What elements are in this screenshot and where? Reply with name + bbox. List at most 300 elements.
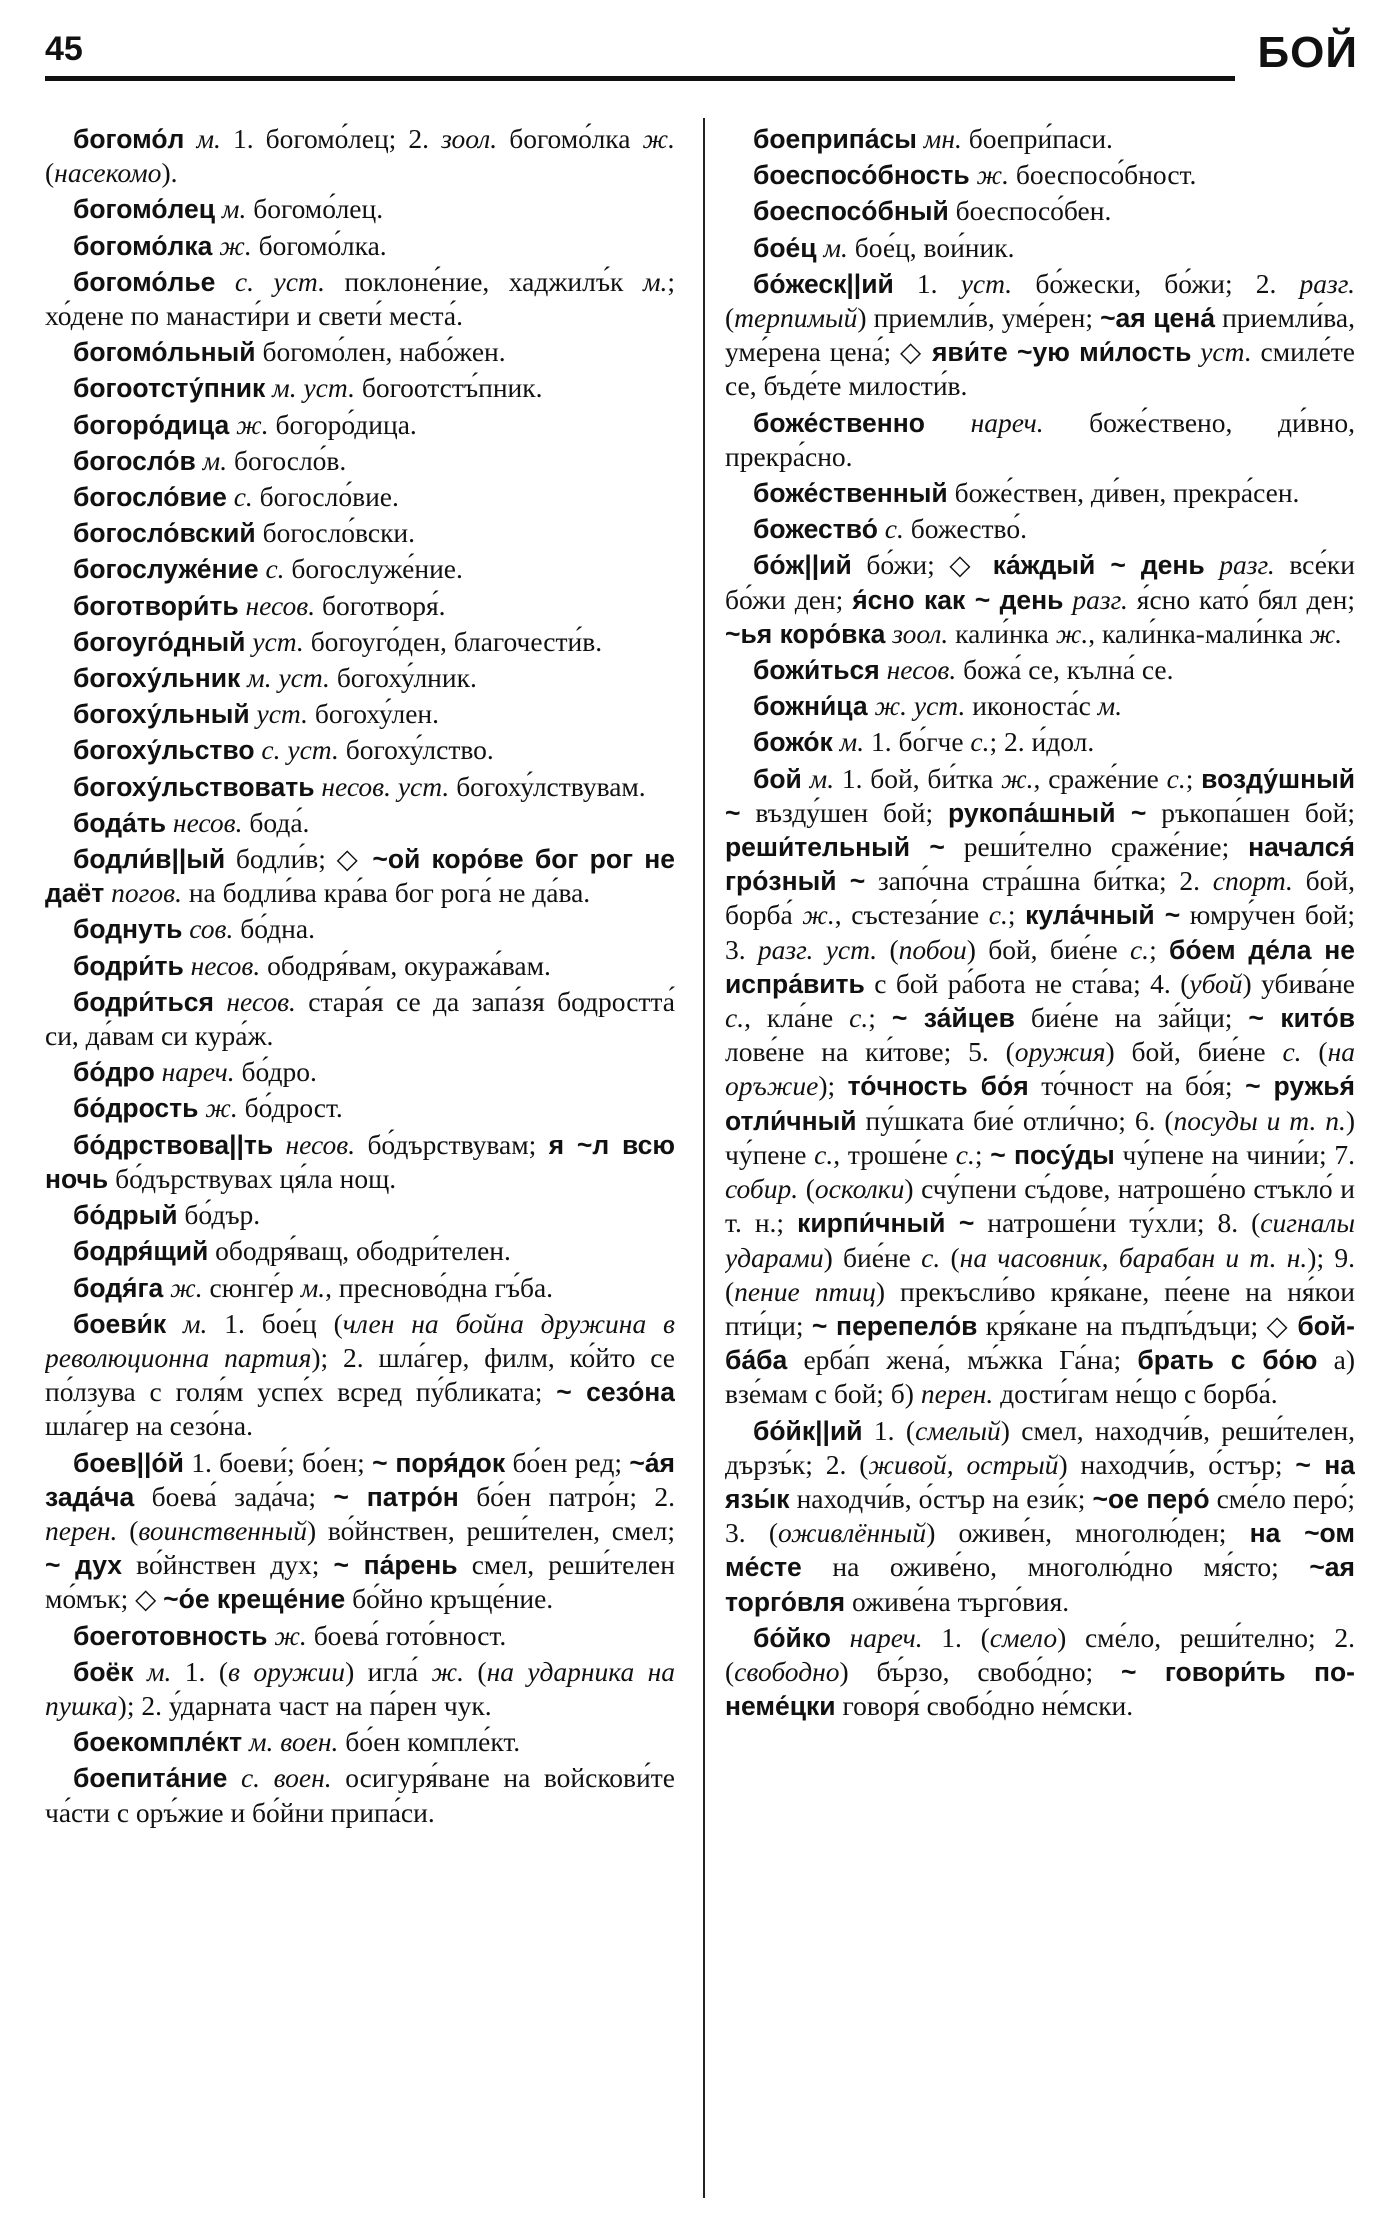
entry-text: ободря́вам, окуража́вам.: [260, 949, 551, 981]
entry-text: боже́ствено, ди́вно, прекра́сно.: [725, 406, 1355, 472]
dictionary-entry: [45, 1091, 675, 1125]
entry-text: (: [1301, 1036, 1328, 1068]
entry-text: (: [798, 1173, 815, 1205]
entry-text: [184, 950, 191, 981]
entry-text: поклоне́ние, хаджилъ́к: [325, 265, 643, 297]
dictionary-entry: [725, 267, 1355, 404]
italic-label: м.: [300, 1271, 326, 1303]
dictionary-entry: [45, 1128, 675, 1196]
italic-label: несов. уст.: [321, 770, 450, 802]
italic-label: нареч.: [161, 1056, 235, 1088]
entry-text: богоуго́ден, благочести́в.: [303, 625, 603, 657]
italic-label: с. уст.: [261, 734, 339, 766]
bold-phrase: ~ за́йцев: [891, 1003, 1015, 1034]
entry-headword: бо́дрый: [73, 1200, 178, 1231]
entry-headword: бодри́ться: [73, 986, 214, 1017]
italic-label: м.: [839, 726, 865, 758]
italic-label: м.: [823, 231, 848, 263]
bold-phrase: ~ сезо́на: [556, 1377, 675, 1408]
entry-text: [166, 807, 173, 838]
italic-label: член на бойна дружина в революционна партия: [45, 1307, 675, 1373]
dictionary-entry: [45, 1234, 675, 1268]
italic-label: смело: [989, 1621, 1058, 1653]
italic-label: с.: [265, 553, 285, 585]
italic-label: м.: [182, 1307, 208, 1339]
italic-label: с.: [970, 726, 990, 758]
italic-label: с.: [814, 1138, 834, 1170]
dictionary-entry: [45, 371, 675, 405]
italic-label: ж.: [274, 1619, 307, 1651]
entry-text: бо́ен компле́кт.: [338, 1726, 521, 1758]
entry-text: бой, борба́: [725, 865, 1355, 931]
italic-label: м.: [202, 444, 228, 476]
entry-text: ) сме́ло, реши́телно; 2. (: [725, 1621, 1355, 1687]
dictionary-entry: [45, 842, 675, 910]
entry-headword: божи́ться: [753, 655, 880, 686]
entry-text: (: [117, 1514, 139, 1546]
entry-text: 1. бой, би́тка: [834, 762, 1002, 794]
entry-headword: боднуть: [73, 914, 183, 945]
entry-headword: боже́ственный: [753, 478, 948, 509]
bold-phrase: ~ья коро́вка: [725, 618, 886, 649]
entry-text: (: [725, 302, 735, 334]
entry-text: говоря́ свобо́дно не́мски.: [835, 1690, 1134, 1722]
bold-phrase: кула́чный ~: [1025, 900, 1181, 931]
dictionary-entry: [725, 725, 1355, 759]
dictionary-entry: [725, 231, 1355, 265]
entry-headword: богоуго́дный: [73, 626, 246, 657]
entry-text: ) бой, бие́не: [1105, 1036, 1283, 1068]
dictionary-entry: [45, 552, 675, 586]
right-column: [725, 122, 1355, 2212]
dictionary-entry: [45, 1271, 675, 1305]
entry-text: боева́ зада́ча;: [134, 1480, 334, 1512]
entry-text: ръкопа́шен бой;: [1146, 796, 1355, 828]
entry-text: бо́йно кръще́ние.: [345, 1583, 554, 1615]
entry-text: богоотстъ́пник.: [354, 372, 543, 404]
entry-text: 1. боеви́; бо́ен;: [183, 1446, 373, 1478]
entry-headword: бодя́га: [73, 1272, 164, 1303]
bold-phrase: бой-ба́ба: [725, 1310, 1355, 1376]
entry-text: боже́ствен, ди́вен, прекра́сен.: [947, 477, 1300, 509]
italic-label: с. воен.: [240, 1762, 332, 1794]
bold-phrase: ~ое перо́: [1092, 1483, 1210, 1514]
dictionary-entry: [725, 194, 1355, 228]
dictionary-entry: [45, 912, 675, 946]
entry-headword: божество́: [753, 514, 878, 545]
dictionary-entry: [45, 806, 675, 840]
italic-label: нареч.: [970, 406, 1044, 438]
entry-text: ) бой, бие́не: [966, 933, 1130, 965]
entry-text: [155, 1056, 162, 1087]
entry-text: все́ки бо́жи ден;: [725, 549, 1355, 615]
bold-phrase: бо́ем де́ла не испра́вить: [725, 934, 1355, 999]
dictionary-entry: [45, 985, 675, 1053]
entry-text: [833, 726, 840, 757]
entry-text: бодли́в; ◇: [225, 843, 373, 875]
italic-label: ж.: [236, 408, 269, 440]
dictionary-entry: [45, 697, 675, 731]
bold-phrase: ~ поря́док: [372, 1447, 506, 1478]
entry-text: [831, 1622, 850, 1653]
bold-phrase: я ~л всю ночь: [45, 1129, 675, 1194]
entry-text: [868, 690, 875, 721]
entry-text: ) счу́пени съ́дове, натроше́но стъкло́ и т. н.;: [725, 1173, 1355, 1239]
entry-text: с бой ра́бота не ста́ва; 4. (: [864, 967, 1190, 999]
entry-text: запо́чна стра́шна би́тка; 2.: [865, 865, 1213, 897]
entry-headword: богосло́вие: [73, 482, 227, 513]
entry-text: ;: [1149, 933, 1169, 965]
entry-text: ;: [1185, 762, 1202, 794]
dictionary-entry: [45, 1055, 675, 1089]
entry-text: [802, 763, 810, 794]
entry-text: богосло́вие.: [252, 481, 399, 513]
bold-phrase: на ~ом ме́сте: [725, 1518, 1355, 1583]
italic-label: воинственный: [138, 1514, 307, 1546]
bold-phrase: реши́тельный ~: [725, 832, 945, 863]
entry-text: реши́телно сраже́ние;: [944, 831, 1249, 863]
italic-label: с.: [1282, 1036, 1302, 1068]
entry-headword: боеприпа́сы: [753, 124, 917, 154]
entry-text: сюнге́р: [202, 1271, 301, 1303]
entry-text: [917, 123, 924, 154]
dictionary-entry: [725, 158, 1355, 192]
entry-text: бо́дър.: [177, 1199, 261, 1231]
bold-phrase: ~ дух: [45, 1550, 123, 1581]
italic-label: ж.: [431, 1655, 465, 1687]
entry-headword: богомо́лец: [73, 194, 216, 225]
italic-label: несов.: [285, 1128, 356, 1160]
entry-text: , състеза́ние: [834, 899, 989, 931]
entry-text: шла́гер на сезо́на.: [45, 1410, 253, 1442]
entry-text: ) бие́не: [823, 1241, 922, 1273]
entry-text: [878, 513, 885, 544]
bold-phrase: то́чность бо́я: [847, 1071, 1029, 1102]
entry-text: [239, 590, 246, 621]
entry-text: 1. (: [171, 1655, 228, 1687]
italic-label: уст.: [960, 267, 1013, 299]
italic-label: спорт.: [1212, 865, 1293, 897]
entry-text: богоху́лствувам.: [449, 770, 646, 802]
entry-headword: богоху́льный: [73, 699, 250, 730]
bold-phrase: начался́ гро́зный ~: [725, 832, 1355, 897]
running-headword: БОЙ: [1257, 28, 1358, 77]
entry-text: богомо́лка.: [251, 229, 387, 261]
entry-text: то́чност на бо́я;: [1028, 1070, 1246, 1102]
entry-text: );: [818, 1070, 848, 1102]
entry-text: приемли́ва, уме́рена цена́; ◇: [725, 302, 1355, 368]
entry-headword: боеспосо́бный: [753, 196, 949, 227]
entry-text: боготворя́.: [315, 589, 446, 621]
entry-headword: бой: [753, 763, 802, 794]
entry-headword: боекомпле́кт: [73, 1727, 243, 1758]
entry-text: богоху́лство.: [338, 734, 494, 766]
entry-headword: богомо́лье: [73, 266, 216, 297]
entry-text: ) чу́пене: [725, 1104, 1355, 1170]
bold-phrase: ~ой коро́ве бог рог не даёт: [45, 844, 675, 909]
italic-label: живой, острый: [868, 1448, 1059, 1480]
italic-label: ж.: [1055, 617, 1089, 649]
entry-text: , кла́не: [744, 1002, 850, 1034]
italic-label: перен.: [920, 1378, 994, 1410]
entry-headword: боев||о́й: [73, 1447, 184, 1478]
entry-text: [215, 266, 235, 297]
entry-text: 1. (: [922, 1621, 990, 1653]
dictionary-entry: [45, 589, 675, 623]
entry-text: а) взе́мам с бой; б): [725, 1344, 1355, 1410]
entry-text: богоху́лник.: [329, 662, 477, 694]
entry-text: на оживе́но, многолю́дно мя́сто;: [801, 1551, 1310, 1583]
entry-headword: богоотсту́пник: [73, 373, 266, 404]
dictionary-entry: [725, 476, 1355, 510]
dictionary-entry: [725, 653, 1355, 687]
entry-text: на бодли́ва кра́ва бог рога́ не да́ва.: [181, 877, 591, 909]
entry-text: стара́я се да запа́зя бодростта́ си, да́вам си кура́ж.: [45, 985, 675, 1052]
entry-text: ); 2. у́дарната част на па́рен чук.: [117, 1689, 492, 1721]
bold-phrase: яви́те ~ую ми́лость: [931, 337, 1192, 368]
italic-label: терпимый: [734, 302, 858, 334]
dictionary-entry: [45, 265, 675, 333]
entry-headword: боготвори́ть: [73, 590, 239, 621]
dictionary-entry: [45, 408, 675, 442]
dictionary-entry: [725, 1414, 1355, 1619]
italic-label: перен.: [45, 1514, 118, 1546]
entry-text: бо́дро.: [234, 1056, 317, 1088]
entry-text: , кали́нка-мали́нка: [1088, 617, 1310, 649]
entry-text: ) приемли́в, уме́рен;: [857, 302, 1101, 334]
dictionary-entry: [45, 122, 675, 190]
entry-text: ) бъ́рзо, свобо́дно;: [839, 1655, 1122, 1687]
bold-phrase: ~ кито́в: [1248, 1003, 1355, 1034]
entry-headword: богомо́лка: [73, 230, 213, 261]
entry-text: бо́дърствувам;: [355, 1128, 549, 1160]
italic-label: несов.: [886, 654, 957, 686]
bold-phrase: брать с бо́ю: [1137, 1345, 1318, 1376]
dictionary-entry: [45, 661, 675, 695]
entry-text: лове́не на ки́тове; 5. (: [725, 1036, 1015, 1068]
dictionary-entry: [45, 229, 675, 263]
bold-phrase: возду́шный ~: [725, 763, 1355, 828]
italic-label: м.: [196, 123, 221, 154]
entry-text: юмру́чен бой; 3.: [725, 899, 1355, 965]
italic-label: собир.: [725, 1173, 799, 1205]
entry-text: [166, 1308, 183, 1339]
entry-text: , сраже́ние: [1033, 762, 1167, 794]
dictionary-entry: [45, 444, 675, 478]
italic-label: уст.: [1200, 336, 1252, 368]
entry-text: ;: [868, 1002, 892, 1034]
italic-label: на часовник, барабан и т. н.: [959, 1241, 1308, 1273]
entry-headword: божо́к: [753, 727, 833, 758]
italic-label: ж.: [219, 229, 252, 261]
entry-text: бо́дърствувах ця́ла нощ.: [108, 1162, 397, 1194]
italic-label: с.: [988, 899, 1008, 931]
italic-label: пение птиц: [734, 1275, 876, 1307]
italic-label: с.: [849, 1002, 869, 1034]
entry-text: [184, 123, 196, 154]
dictionary-entry: [45, 733, 675, 767]
entry-text: ) оживе́н, многолю́ден;: [926, 1517, 1250, 1549]
entry-text: ); 9. (: [725, 1241, 1355, 1307]
italic-label: насекомо: [54, 157, 162, 189]
italic-label: разг.: [1072, 583, 1128, 615]
entry-text: натроше́ни ту́хли; 8. (: [974, 1207, 1261, 1239]
entry-text: боева́ гото́вност.: [306, 1619, 507, 1651]
italic-label: посуды и т. п.: [1173, 1104, 1346, 1136]
entry-text: 1. бое́ц (: [207, 1307, 343, 1339]
left-column: [45, 122, 675, 2212]
entry-text: ;: [1007, 899, 1026, 931]
entry-text: (: [877, 933, 899, 965]
entry-text: иконоста́с: [965, 690, 1098, 722]
dictionary-entry: [725, 1621, 1355, 1724]
entry-text: дости́гам не́що с борба́.: [993, 1378, 1278, 1410]
entry-headword: бодли́в||ый: [73, 844, 226, 875]
entry-headword: боеготовность: [73, 1620, 268, 1651]
entry-text: смиле́те се, бъде́те милости́в.: [725, 336, 1355, 402]
italic-label: оживлённый: [777, 1517, 927, 1549]
bold-phrase: ~ па́рень: [333, 1550, 458, 1581]
entry-text: ) во́йнствен, реши́телен, смел;: [306, 1514, 675, 1546]
entry-text: ;: [974, 1138, 991, 1170]
italic-label: смелый: [915, 1414, 1001, 1446]
entry-text: ).: [161, 157, 178, 189]
dictionary-entry: [45, 1619, 675, 1653]
italic-label: несов.: [245, 589, 316, 621]
dictionary-entry: [45, 1307, 675, 1444]
entry-text: богоху́лен.: [307, 698, 440, 730]
italic-label: свободно: [734, 1655, 840, 1687]
entry-text: ) находчи́в, о́стър;: [1058, 1448, 1296, 1480]
dictionary-entry: [725, 406, 1355, 474]
dictionary-entry: [725, 762, 1355, 1412]
dictionary-entry: [45, 192, 675, 226]
italic-label: уст.: [256, 698, 308, 730]
entry-text: смел, реши́телен мо́мък; ◇: [45, 1549, 675, 1615]
entry-headword: бо́дрость: [73, 1093, 199, 1124]
entry-headword: бо́жеск||ий: [753, 268, 894, 299]
italic-label: ж.: [170, 1271, 203, 1303]
bold-phrase: ~ говори́ть по-неме́цки: [725, 1656, 1355, 1722]
entry-text: богосло́в.: [227, 444, 347, 476]
entry-text: бо́ен патро́н; 2.: [458, 1480, 675, 1512]
bold-phrase: рукопа́шный ~: [948, 797, 1147, 828]
bold-phrase: ~а́я зада́ча: [45, 1447, 675, 1512]
entry-text: боепри́паси.: [961, 123, 1113, 154]
italic-label: мн.: [923, 123, 962, 154]
entry-headword: боже́ственно: [753, 407, 925, 438]
entry-text: богомо́лен, набо́жен.: [255, 336, 506, 368]
italic-label: м. воен.: [249, 1726, 339, 1758]
italic-label: на ударника на пушка: [45, 1655, 675, 1721]
entry-headword: бо́дро: [73, 1057, 155, 1088]
entry-headword: богоху́льник: [73, 663, 241, 694]
italic-label: убой: [1189, 967, 1243, 999]
italic-label: зоол.: [892, 617, 949, 649]
entry-text: сме́ло перо́; 3. (: [725, 1482, 1355, 1549]
entry-text: (: [464, 1655, 487, 1687]
entry-text: възду́шен бой;: [740, 796, 949, 828]
entry-text: бо́дна.: [233, 913, 315, 945]
entry-text: пу́шката бие́ отли́чно; 6. (: [856, 1104, 1174, 1136]
dictionary-entry: [45, 625, 675, 659]
entry-text: 1. бо́гче: [864, 726, 971, 758]
entry-text: [134, 1656, 147, 1687]
dictionary-entry: [45, 335, 675, 369]
italic-label: побои: [898, 933, 967, 965]
entry-text: [215, 193, 222, 224]
entry-text: ) прекъсли́во кря́кане, пе́ене на ня́кои пти́ци;: [725, 1275, 1355, 1341]
entry-text: [250, 698, 257, 729]
entry-headword: бое́ц: [753, 232, 817, 263]
entry-text: богомо́лец.: [246, 193, 384, 225]
italic-label: нареч.: [849, 1621, 923, 1653]
entry-text: богоро́дица.: [268, 408, 417, 440]
bold-phrase: ка́ждый ~ день: [992, 550, 1205, 581]
entry-text: бо́жески, бо́жи; 2.: [1012, 267, 1300, 299]
italic-label: ж.: [1309, 617, 1343, 649]
italic-label: ж.: [642, 123, 675, 154]
entry-text: кря́кане на пъдпъ́дъци; ◇: [977, 1309, 1298, 1341]
entry-text: кали́нка: [948, 617, 1056, 649]
entry-text: 1. (: [862, 1414, 916, 1446]
entry-headword: богомо́льный: [73, 337, 256, 368]
italic-label: ж.: [1001, 762, 1034, 794]
entry-headword: богомо́л: [73, 124, 185, 154]
entry-text: [970, 159, 977, 190]
italic-label: оружия: [1014, 1036, 1106, 1068]
entry-text: бода́.: [242, 806, 310, 838]
italic-label: на оръжие: [725, 1036, 1355, 1102]
entry-text: ) игла́: [345, 1655, 432, 1687]
entry-headword: божни́ца: [753, 691, 868, 722]
italic-label: уст.: [252, 625, 304, 657]
entry-text: ); 2. шла́гер, филм, ко́йто се по́лзува с голя́м успе́х вcред пу́бликата;: [45, 1341, 675, 1408]
italic-label: с.: [233, 481, 253, 513]
entry-headword: боеви́к: [73, 1308, 167, 1339]
dictionary-entry: [45, 1761, 675, 1829]
bold-phrase: ~ на язы́к: [725, 1449, 1355, 1514]
italic-label: м. уст.: [247, 662, 330, 694]
italic-label: разг.: [1219, 549, 1275, 581]
entry-text: ) смел, находчи́в, реши́телен, дързъ́к; 2. (: [725, 1414, 1355, 1480]
entry-headword: бо́ж||ий: [753, 550, 852, 581]
entry-text: бо́дрост.: [237, 1092, 343, 1124]
entry-text: божество́.: [903, 513, 1027, 545]
entry-text: божа́ се, кълна́ се.: [956, 654, 1174, 686]
dictionary-entry: [45, 770, 675, 804]
bold-phrase: ~о́е креще́ние: [163, 1584, 346, 1615]
bold-phrase: ~ посу́ды: [990, 1139, 1115, 1170]
entry-text: (: [940, 1241, 960, 1273]
entry-text: [227, 1762, 241, 1793]
dictionary-entry: [725, 689, 1355, 723]
bold-phrase: ~ патро́н: [333, 1481, 459, 1512]
italic-label: с.: [955, 1138, 975, 1170]
italic-label: м. уст.: [272, 372, 355, 404]
entry-headword: богосло́в: [73, 445, 196, 476]
entry-headword: боепита́ние: [73, 1763, 228, 1794]
dictionary-entry: [45, 1198, 675, 1232]
entry-text: , троше́не: [833, 1138, 956, 1170]
header-rule: [45, 76, 1235, 81]
entry-headword: бода́ть: [73, 807, 167, 838]
italic-label: м.: [1097, 690, 1123, 722]
dictionary-entry: [725, 122, 1355, 156]
entry-text: ободря́ващ, ободри́телен.: [208, 1235, 511, 1267]
italic-label: осколки: [814, 1173, 905, 1205]
entry-text: (: [45, 157, 55, 189]
